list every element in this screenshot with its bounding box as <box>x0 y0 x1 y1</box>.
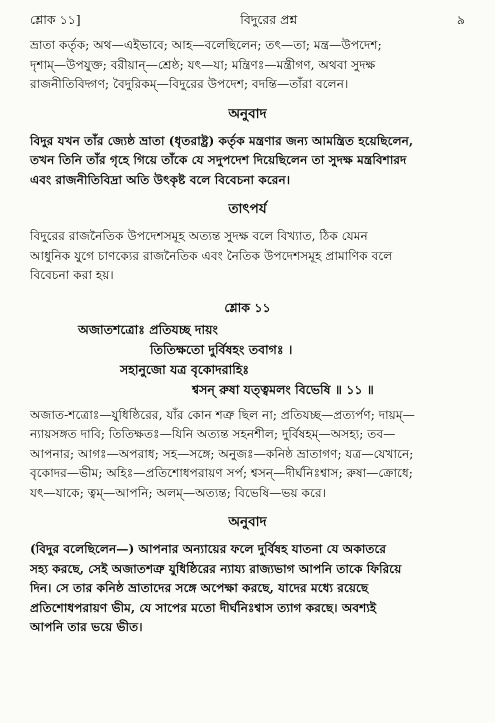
translation-line: বিদুর যখন তাঁর জ্যেষ্ঠ ভ্রাতা (ধৃতরাষ্ট্র) কর্তৃক মন্ত্রণার জন্য আমন্ত্রিত হয়েছিলেন, <box>30 133 414 148</box>
translation-line: দিন। সে তার কনিষ্ঠ ভ্রাতাদের সঙ্গে অপেক্ষা করছে, যাদের মধ্যে রয়েছে <box>30 581 369 595</box>
translation-heading: অনুবাদ <box>228 105 267 122</box>
translation-line: সহ্য করছে, সেই অজাতশত্রু যুধিষ্ঠিরের ন্যায্য রাজ্যভাগ আপনি তাকে ফিরিয়ে <box>30 561 402 576</box>
translation-line: তখন তিনি তাঁর গৃহে গিয়ে তাঁকে যে সদুপদেশ দিয়েছিলেন তা সুদক্ষ মন্ত্রবিশারদ <box>30 153 407 167</box>
word-meanings <box>30 406 465 504</box>
purport-line: বিদুরের রাজনৈতিক উপদেশসমূহ অত্যন্ত সুদক্ষ বলে বিখ্যাত, ঠিক যেমন <box>30 229 368 243</box>
translation-text <box>30 132 465 191</box>
synonyms-line: ভ্রাতা কর্তৃক; অথ—এইভাবে; আহ—বলেছিলেন; তৎ—তা; মন্ত্র—উপদেশ; <box>30 38 382 52</box>
translation-line: প্রতিশোধপরায়ণ ভীম, যে সাপের মতো দীর্ঘনিঃশ্বাস ত্যাগ করছে। অবশ্যই <box>30 600 377 615</box>
translation-heading: অনুবাদ <box>228 514 267 530</box>
translation-line: এবং রাজনীতিবিদ্রা অতি উৎকৃষ্ট বলে বিবেচনা করেন। <box>30 172 291 187</box>
verse-block <box>30 298 465 400</box>
previous-synonyms <box>30 36 465 95</box>
purport-line: বিবেচনা করা হয়। <box>30 268 114 282</box>
translation-text <box>30 540 465 638</box>
header-page-number: ৯ <box>456 12 465 27</box>
synonyms-line: যৎ—যাকে; ত্বম্—আপনি; অলম্—অত্যন্ত; বিভেষি—ভয় করে। <box>30 485 327 500</box>
synonyms-line: বৃকোদর—ভীম; অহিঃ—প্রতিশোধপরায়ণ সর্প; শ্বসন্—দীর্ঘনিঃশ্বাস; রুষা—ক্রোধে; <box>30 466 413 480</box>
verse-number: শ্লোক ১১ <box>224 299 271 315</box>
verse-line: তিতিক্ষতো দুর্বিষহং তবাগঃ । <box>150 341 293 357</box>
verse-line: শ্বসন্ রুষা যত্ত্বমলং বিভেষি ॥ ১১ ॥ <box>192 381 374 397</box>
synonyms-line: দৃশাম্—উপযুক্ত; বরীয়ান্—শ্রেষ্ঠ; যৎ—যা; মন্ত্রিণঃ—মন্ত্রীগণ, অথবা সুদক্ষ <box>30 57 376 72</box>
page-header <box>30 12 465 30</box>
purport-line: আধুনিক যুগে চাণক্যের রাজনৈতিক এবং নৈতিক উপদেশসমূহ প্রামাণিক বলে <box>30 248 393 263</box>
header-verse-ref: শ্লোক ১১] <box>30 12 81 27</box>
synonyms-line: আপনার; আগঃ—অপরাধ; সহ—সঙ্গে; অনুজঃ—কনিষ্ঠ ভ্রাতাগণ; যত্র—যেখানে; <box>30 446 414 461</box>
synonyms-line: রাজনীতিবিদ্গণ; বৈদুরিকম্—বিদুরের উপদেশ; বদন্তি—তাঁরা বলেন। <box>30 77 349 91</box>
translation-line: আপনি তার ভয়ে ভীত। <box>30 620 143 634</box>
purport-heading: তাৎপর্য <box>228 201 267 217</box>
header-chapter-title: বিদুরের প্রশ্ন <box>240 12 298 27</box>
synonyms-line: অজাত-শত্রোঃ—যুধিষ্ঠিরের, যাঁর কোন শত্রু ছিল না; প্রতিযচ্ছ—প্রত্যর্পণ; দায়ম্— <box>30 407 415 422</box>
translation-line: (বিদুর বলেছিলেন—) আপনার অন্যায়ের ফলে দুর্বিষহ যাতনা যে অকাতরে <box>30 542 387 556</box>
synonyms-line: ন্যায়সঙ্গত দাবি; তিতিক্ষতঃ—যিনি অত্যন্ত সহনশীল; দুর্বিষহম্—অসহ্য; তব— <box>30 427 396 441</box>
verse-line: অজাতশত্রোঃ প্রতিযচ্ছ দায়ং <box>78 321 218 337</box>
verse-line: সহানুজো যত্র বৃকোদরাহিঃ <box>120 361 250 377</box>
purport-text <box>30 227 465 286</box>
